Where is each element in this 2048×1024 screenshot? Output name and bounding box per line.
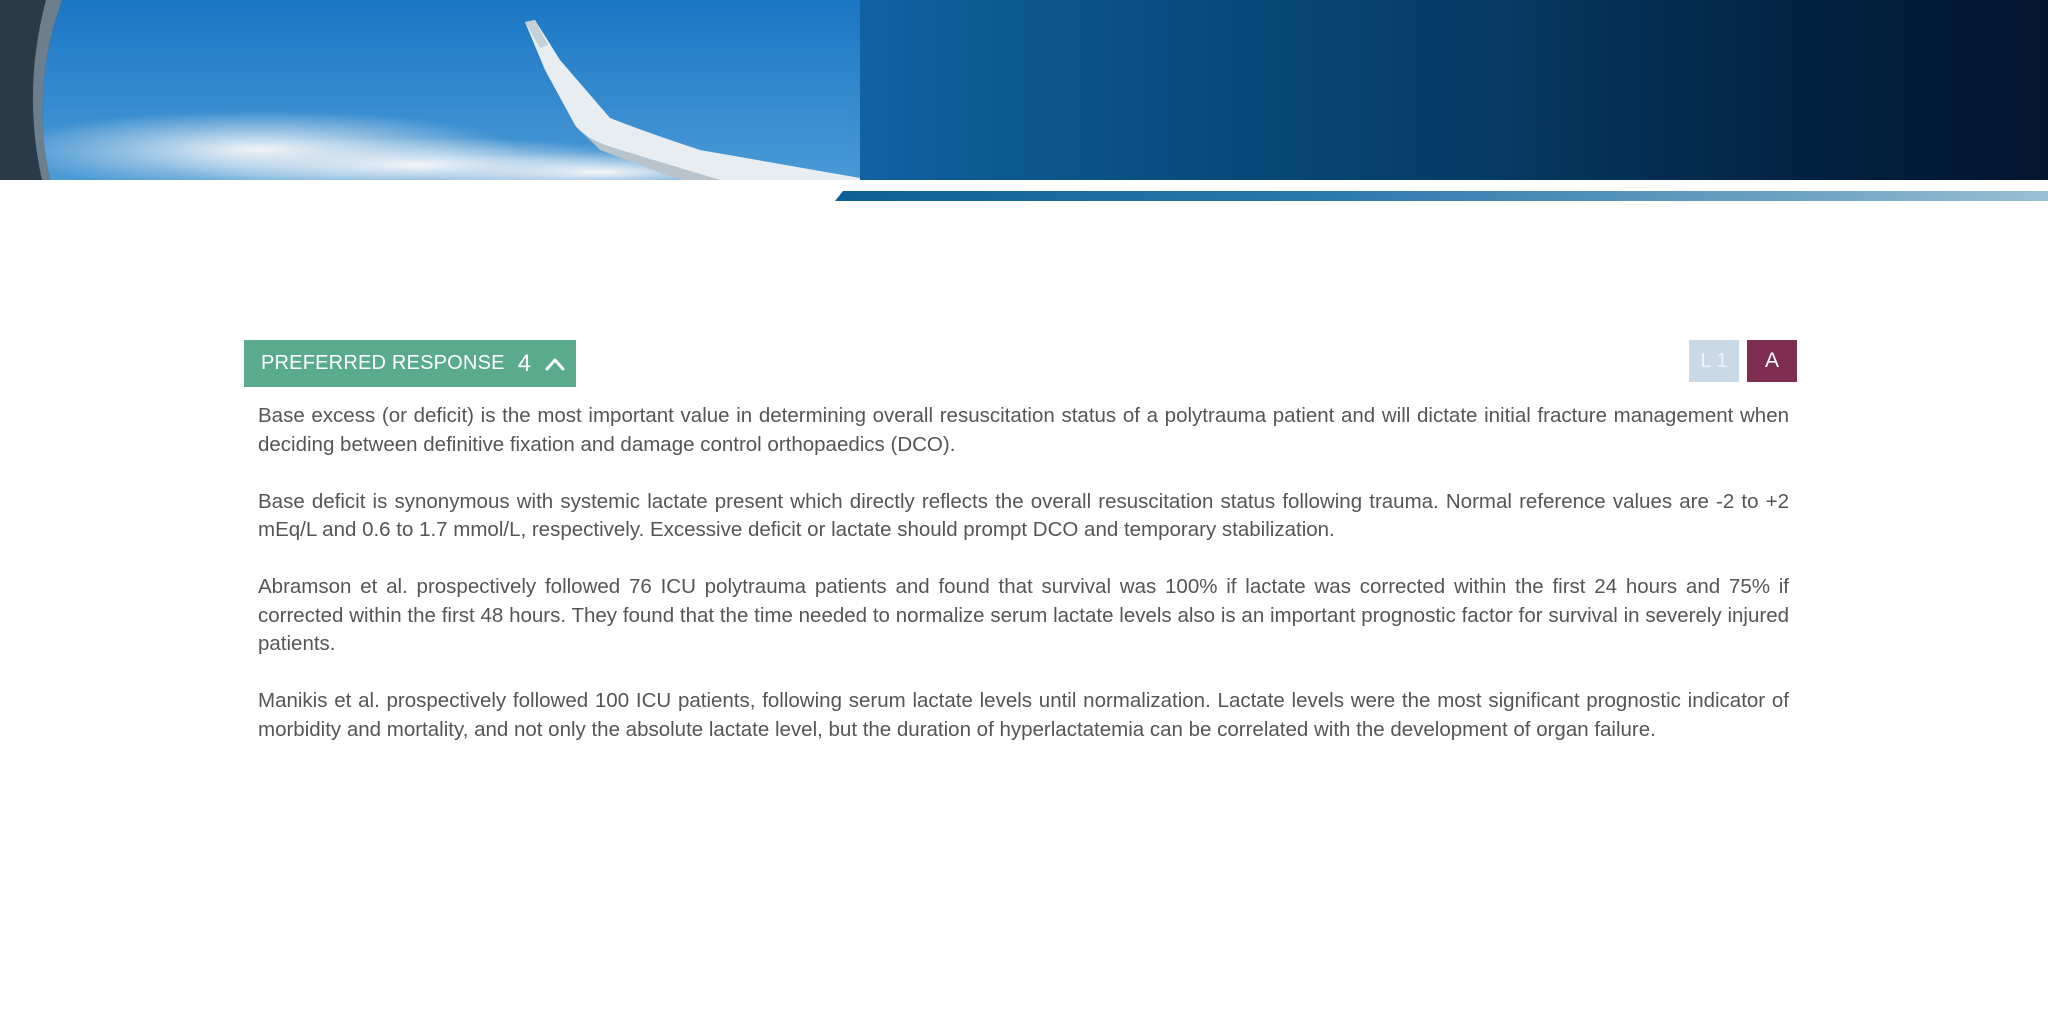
explanation-paragraph: Base excess (or deficit) is the most important value in determining overall resuscitation status of a polytrauma patient and will dictate initial fracture management when deciding between definitive fixation and damage control orthopaedics (DCO). — [258, 404, 1789, 456]
preferred-response-label: PREFERRED RESPONSE — [261, 352, 505, 374]
evidence-level-badge[interactable]: L 1 — [1689, 340, 1739, 382]
response-explanation — [258, 402, 1789, 773]
accent-divider-line — [835, 191, 2048, 201]
preferred-response-toggle[interactable] — [244, 340, 576, 387]
preferred-response-number: 4 — [517, 349, 532, 377]
answer-badge[interactable]: A — [1747, 340, 1797, 382]
explanation-paragraph: Manikis et al. prospectively followed 100 ICU patients, following serum lactate levels until normalization. Lactate levels were the most significant prognostic indicator of morbidity and mortality, and not only the absolute lactate level, but the duration of hyperlactatemia can be correlated with the development of organ failure. — [258, 689, 1789, 741]
chevron-up-icon — [545, 357, 565, 371]
airplane-wing-illustration — [0, 0, 2048, 180]
explanation-paragraph: Base deficit is synonymous with systemic lactate present which directly reflects the overall resuscitation status following trauma. Normal reference values are -2 to +2 mEq/L and 0.6 to 1.7 mmol/L, respectively. Excessive deficit or lactate should prompt DCO and temporary stabilization. — [258, 489, 1789, 541]
hero-banner-image — [0, 0, 2048, 180]
explanation-paragraph: Abramson et al. prospectively followed 76 ICU polytrauma patients and found that survival was 100% if lactate was corrected within the first 24 hours and 75% if corrected within the first 48 hours. They found that the time needed to normalize serum lactate levels also is an important prognostic factor for survival in severely injured patients. — [258, 575, 1789, 655]
